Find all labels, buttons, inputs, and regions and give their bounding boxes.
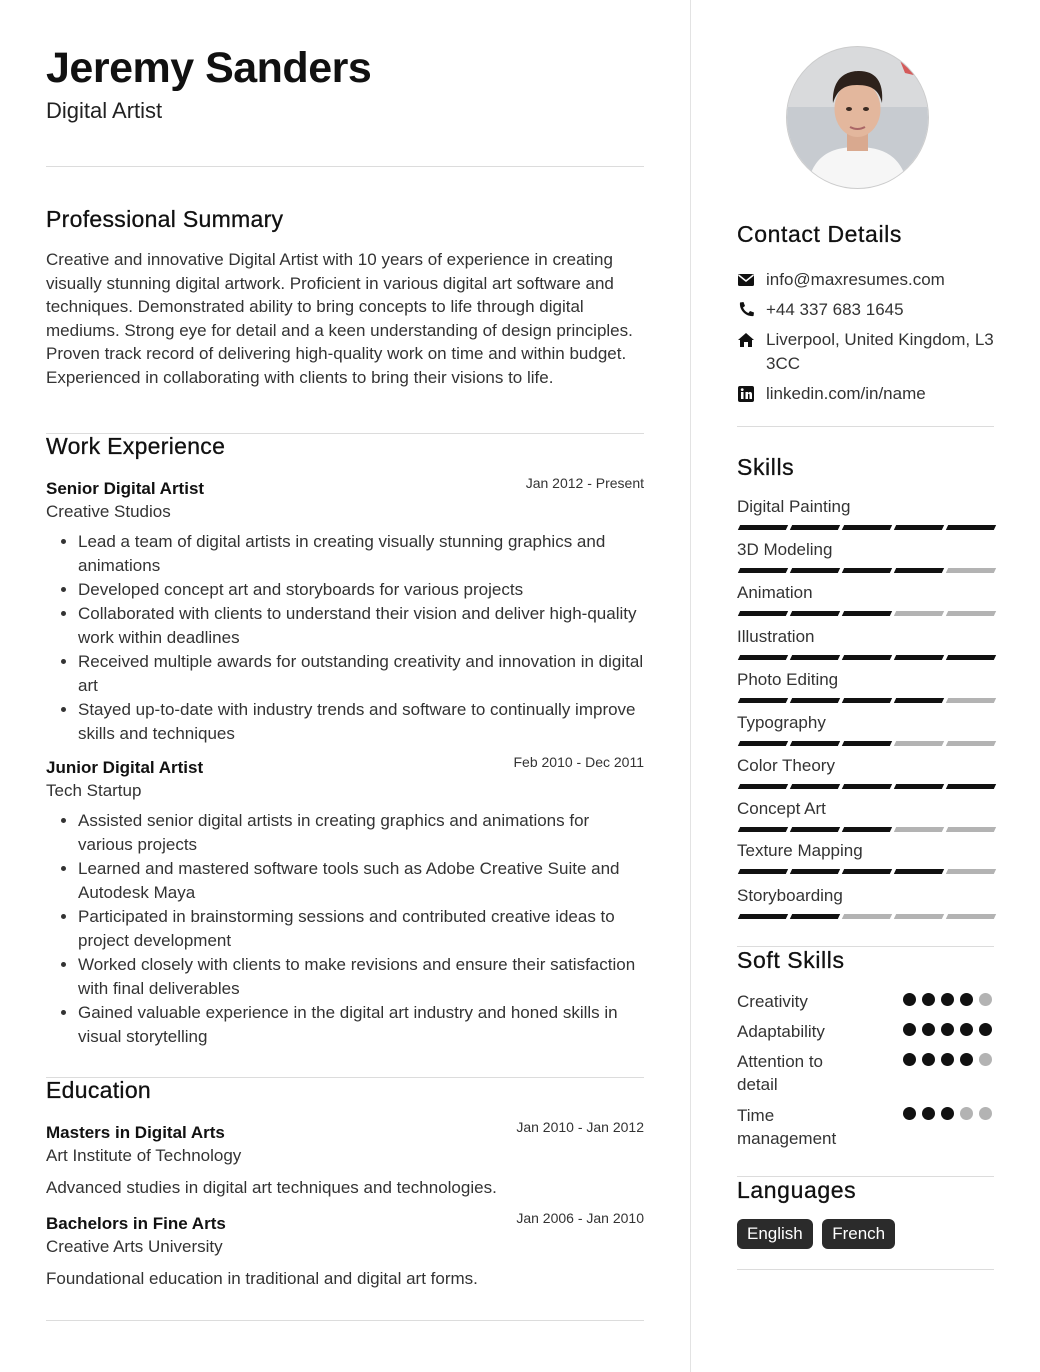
rating-dot-filled xyxy=(903,1023,916,1036)
divider xyxy=(737,1269,994,1270)
skill-segment-filled xyxy=(946,655,996,660)
bullet-item: • Collaborated with clients to understand their vision and deliver high-quality work within deadlines xyxy=(78,602,644,650)
rating-dot-filled xyxy=(922,993,935,1006)
skill-segment-filled xyxy=(738,914,788,919)
envelope-icon xyxy=(737,271,755,289)
bullet-item: • Worked closely with clients to make revisions and ensure their satisfaction with final deliverables xyxy=(78,953,644,1001)
skill-segment-filled xyxy=(790,568,840,573)
soft-skill-name: Adaptability xyxy=(737,1022,825,1041)
rating-dot-filled xyxy=(960,1053,973,1066)
job-company: Tech Startup xyxy=(46,781,142,800)
education-entry xyxy=(46,1119,644,1200)
bullet-item: • Developed concept art and storyboards for various projects xyxy=(78,578,644,602)
rating-dot-filled xyxy=(979,1023,992,1036)
skill-segment-filled xyxy=(894,869,944,874)
skill-segment-filled xyxy=(842,611,892,616)
rating-dot-filled xyxy=(922,1053,935,1066)
divider xyxy=(737,426,994,427)
skill-item xyxy=(737,755,994,777)
skill-segment-empty xyxy=(842,914,892,919)
skill-segment-filled xyxy=(738,655,788,660)
skill-name: Digital Painting xyxy=(737,497,851,516)
skill-level-bar xyxy=(737,784,993,789)
email-text: info@maxresumes.com xyxy=(766,270,945,289)
job-company: Creative Studios xyxy=(46,502,171,521)
skill-segment-filled xyxy=(738,525,788,530)
skill-segment-filled xyxy=(790,827,840,832)
rating-dot-filled xyxy=(922,1107,935,1120)
rating-dot-filled xyxy=(941,993,954,1006)
skill-segment-filled xyxy=(738,568,788,573)
skill-level-bar xyxy=(737,827,993,832)
skill-segment-filled xyxy=(842,525,892,530)
skill-name: Texture Mapping xyxy=(737,841,863,860)
skill-item xyxy=(737,496,994,518)
skill-segment-empty xyxy=(946,611,996,616)
skill-name: Animation xyxy=(737,583,813,602)
contact-email[interactable] xyxy=(737,268,994,292)
rating-dot-filled xyxy=(960,1023,973,1036)
skill-segment-empty xyxy=(894,827,944,832)
skill-name: Photo Editing xyxy=(737,670,839,689)
languages-heading: Languages xyxy=(737,1177,857,1203)
skill-segment-empty xyxy=(894,914,944,919)
skill-level-bar xyxy=(737,655,993,660)
skill-segment-filled xyxy=(842,698,892,703)
language-tag: English xyxy=(737,1219,813,1249)
home-icon xyxy=(737,331,755,349)
education-description: Advanced studies in digital art techniques and technologies. xyxy=(46,1178,497,1197)
bullet-item: • Lead a team of digital artists in creating visually stunning graphics and animations xyxy=(78,530,644,578)
phone-icon xyxy=(737,301,755,319)
skill-segment-empty xyxy=(946,914,996,919)
skill-name: Typography xyxy=(737,713,826,732)
skill-item xyxy=(737,885,994,907)
divider xyxy=(46,166,644,167)
education-date: Jan 2006 - Jan 2010 xyxy=(516,1210,644,1226)
skill-segment-filled xyxy=(790,914,840,919)
skill-item xyxy=(737,798,994,820)
skills-heading: Skills xyxy=(737,454,795,480)
bullet-item: • Learned and mastered software tools such as Adobe Creative Suite and Autodesk Maya xyxy=(78,857,644,905)
bullet-item: • Participated in brainstorming sessions and contributed creative ideas to project development xyxy=(78,905,644,953)
skill-segment-filled xyxy=(790,611,840,616)
skill-item xyxy=(737,840,994,862)
rating-dot-empty xyxy=(979,993,992,1006)
skill-segment-filled xyxy=(842,869,892,874)
skill-segment-filled xyxy=(946,525,996,530)
skill-segment-filled xyxy=(738,827,788,832)
soft-skill-rating xyxy=(897,1053,992,1071)
job-bullets xyxy=(46,530,644,746)
job-entry xyxy=(46,754,644,1049)
soft-skill-rating xyxy=(897,993,992,1011)
job-title: Junior Digital Artist xyxy=(46,758,204,777)
skill-segment-empty xyxy=(946,568,996,573)
soft-skill-item xyxy=(737,990,994,1013)
skill-segment-filled xyxy=(842,568,892,573)
skill-level-bar xyxy=(737,698,993,703)
education-heading: Education xyxy=(46,1077,151,1103)
skill-segment-filled xyxy=(894,525,944,530)
skill-segment-empty xyxy=(946,741,996,746)
rating-dot-filled xyxy=(941,1107,954,1120)
school: Art Institute of Technology xyxy=(46,1146,242,1165)
soft-skill-item xyxy=(737,1104,994,1150)
skill-segment-filled xyxy=(842,784,892,789)
soft-skill-name: Attention to detail xyxy=(737,1052,824,1094)
soft-skill-name: Time management xyxy=(737,1106,837,1148)
skill-segment-empty xyxy=(946,869,996,874)
bullet-item: • Gained valuable experience in the digital art industry and honed skills in visual storytelling xyxy=(78,1001,644,1049)
skill-item xyxy=(737,626,994,648)
rating-dot-empty xyxy=(960,1107,973,1120)
education-date: Jan 2010 - Jan 2012 xyxy=(516,1119,644,1135)
skill-segment-filled xyxy=(738,698,788,703)
skill-segment-filled xyxy=(894,568,944,573)
skill-segment-filled xyxy=(790,655,840,660)
summary-text: Creative and innovative Digital Artist with 10 years of experience in creating visually stunning digital artwork. Proficient in various digital art software and techniques. Demonstrated ability to bring concepts to life through digital mediums. Strong eye for detail and a keen understanding of design principles. Proven track record of delivering high-quality work on time and within budget. Experienced in collaborating with clients to bring their visions to life. xyxy=(46,250,633,387)
contact-linkedin[interactable] xyxy=(737,382,994,406)
skill-level-bar xyxy=(737,568,993,573)
skill-segment-filled xyxy=(738,611,788,616)
skill-segment-filled xyxy=(842,655,892,660)
job-entry xyxy=(46,475,644,746)
job-date: Feb 2010 - Dec 2011 xyxy=(513,754,644,770)
linkedin-icon xyxy=(737,385,755,403)
candidate-title: Digital Artist xyxy=(46,98,163,123)
school: Creative Arts University xyxy=(46,1237,223,1256)
contact-heading: Contact Details xyxy=(737,221,902,247)
skill-segment-filled xyxy=(894,655,944,660)
rating-dot-empty xyxy=(979,1053,992,1066)
skill-name: Storyboarding xyxy=(737,886,843,905)
soft-skill-item xyxy=(737,1020,994,1043)
soft-skills-heading: Soft Skills xyxy=(737,947,845,973)
skill-name: Illustration xyxy=(737,627,815,646)
skill-segment-filled xyxy=(842,741,892,746)
profile-photo xyxy=(786,46,929,189)
skill-segment-empty xyxy=(946,698,996,703)
bullet-item: • Assisted senior digital artists in creating graphics and animations for various projects xyxy=(78,809,644,857)
address-text: Liverpool, United Kingdom, L3 3CC xyxy=(766,330,994,373)
skill-segment-filled xyxy=(790,698,840,703)
skill-segment-filled xyxy=(790,784,840,789)
skill-level-bar xyxy=(737,914,993,919)
rating-dot-empty xyxy=(979,1107,992,1120)
job-bullets xyxy=(46,809,644,1049)
rating-dot-filled xyxy=(903,1107,916,1120)
skill-segment-filled xyxy=(894,784,944,789)
skill-segment-filled xyxy=(790,525,840,530)
skill-level-bar xyxy=(737,611,993,616)
rating-dot-filled xyxy=(941,1053,954,1066)
experience-heading: Work Experience xyxy=(46,433,226,459)
skill-segment-empty xyxy=(894,741,944,746)
skill-level-bar xyxy=(737,741,993,746)
contact-phone[interactable] xyxy=(737,298,994,322)
rating-dot-filled xyxy=(941,1023,954,1036)
languages-list xyxy=(737,1219,900,1249)
skill-segment-filled xyxy=(738,869,788,874)
language-tag: French xyxy=(822,1219,895,1249)
degree: Bachelors in Fine Arts xyxy=(46,1214,226,1233)
rating-dot-filled xyxy=(960,993,973,1006)
skill-segment-filled xyxy=(842,827,892,832)
rating-dot-filled xyxy=(903,993,916,1006)
skill-item xyxy=(737,539,994,561)
linkedin-text: linkedin.com/in/name xyxy=(766,384,926,403)
rating-dot-filled xyxy=(922,1023,935,1036)
skill-segment-filled xyxy=(894,698,944,703)
skill-name: Concept Art xyxy=(737,799,826,818)
contact-address xyxy=(737,328,994,376)
education-entry xyxy=(46,1210,644,1291)
bullet-item: • Received multiple awards for outstanding creativity and innovation in digital art xyxy=(78,650,644,698)
skill-item xyxy=(737,669,994,691)
job-date: Jan 2012 - Present xyxy=(525,475,644,491)
skill-name: Color Theory xyxy=(737,756,835,775)
summary-heading: Professional Summary xyxy=(46,206,284,232)
bullet-item: • Stayed up-to-date with industry trends and software to continually improve skills and techniques xyxy=(78,698,644,746)
soft-skill-item xyxy=(737,1050,994,1096)
phone-text: +44 337 683 1645 xyxy=(766,300,904,319)
education-description: Foundational education in traditional and digital art forms. xyxy=(46,1269,478,1288)
column-divider xyxy=(690,0,691,1372)
skill-segment-filled xyxy=(738,784,788,789)
skill-level-bar xyxy=(737,869,993,874)
degree: Masters in Digital Arts xyxy=(46,1123,225,1142)
job-title: Senior Digital Artist xyxy=(46,479,205,498)
soft-skill-rating xyxy=(897,1107,992,1125)
skill-segment-empty xyxy=(894,611,944,616)
rating-dot-filled xyxy=(903,1053,916,1066)
skill-item xyxy=(737,582,994,604)
skill-segment-filled xyxy=(946,784,996,789)
skill-level-bar xyxy=(737,525,993,530)
candidate-name: Jeremy Sanders xyxy=(46,44,372,92)
skill-segment-filled xyxy=(790,869,840,874)
soft-skill-name: Creativity xyxy=(737,992,808,1011)
divider xyxy=(46,1320,644,1321)
skill-segment-filled xyxy=(738,741,788,746)
skill-item xyxy=(737,712,994,734)
skill-segment-empty xyxy=(946,827,996,832)
skill-segment-filled xyxy=(790,741,840,746)
soft-skill-rating xyxy=(897,1023,992,1041)
skill-name: 3D Modeling xyxy=(737,540,833,559)
